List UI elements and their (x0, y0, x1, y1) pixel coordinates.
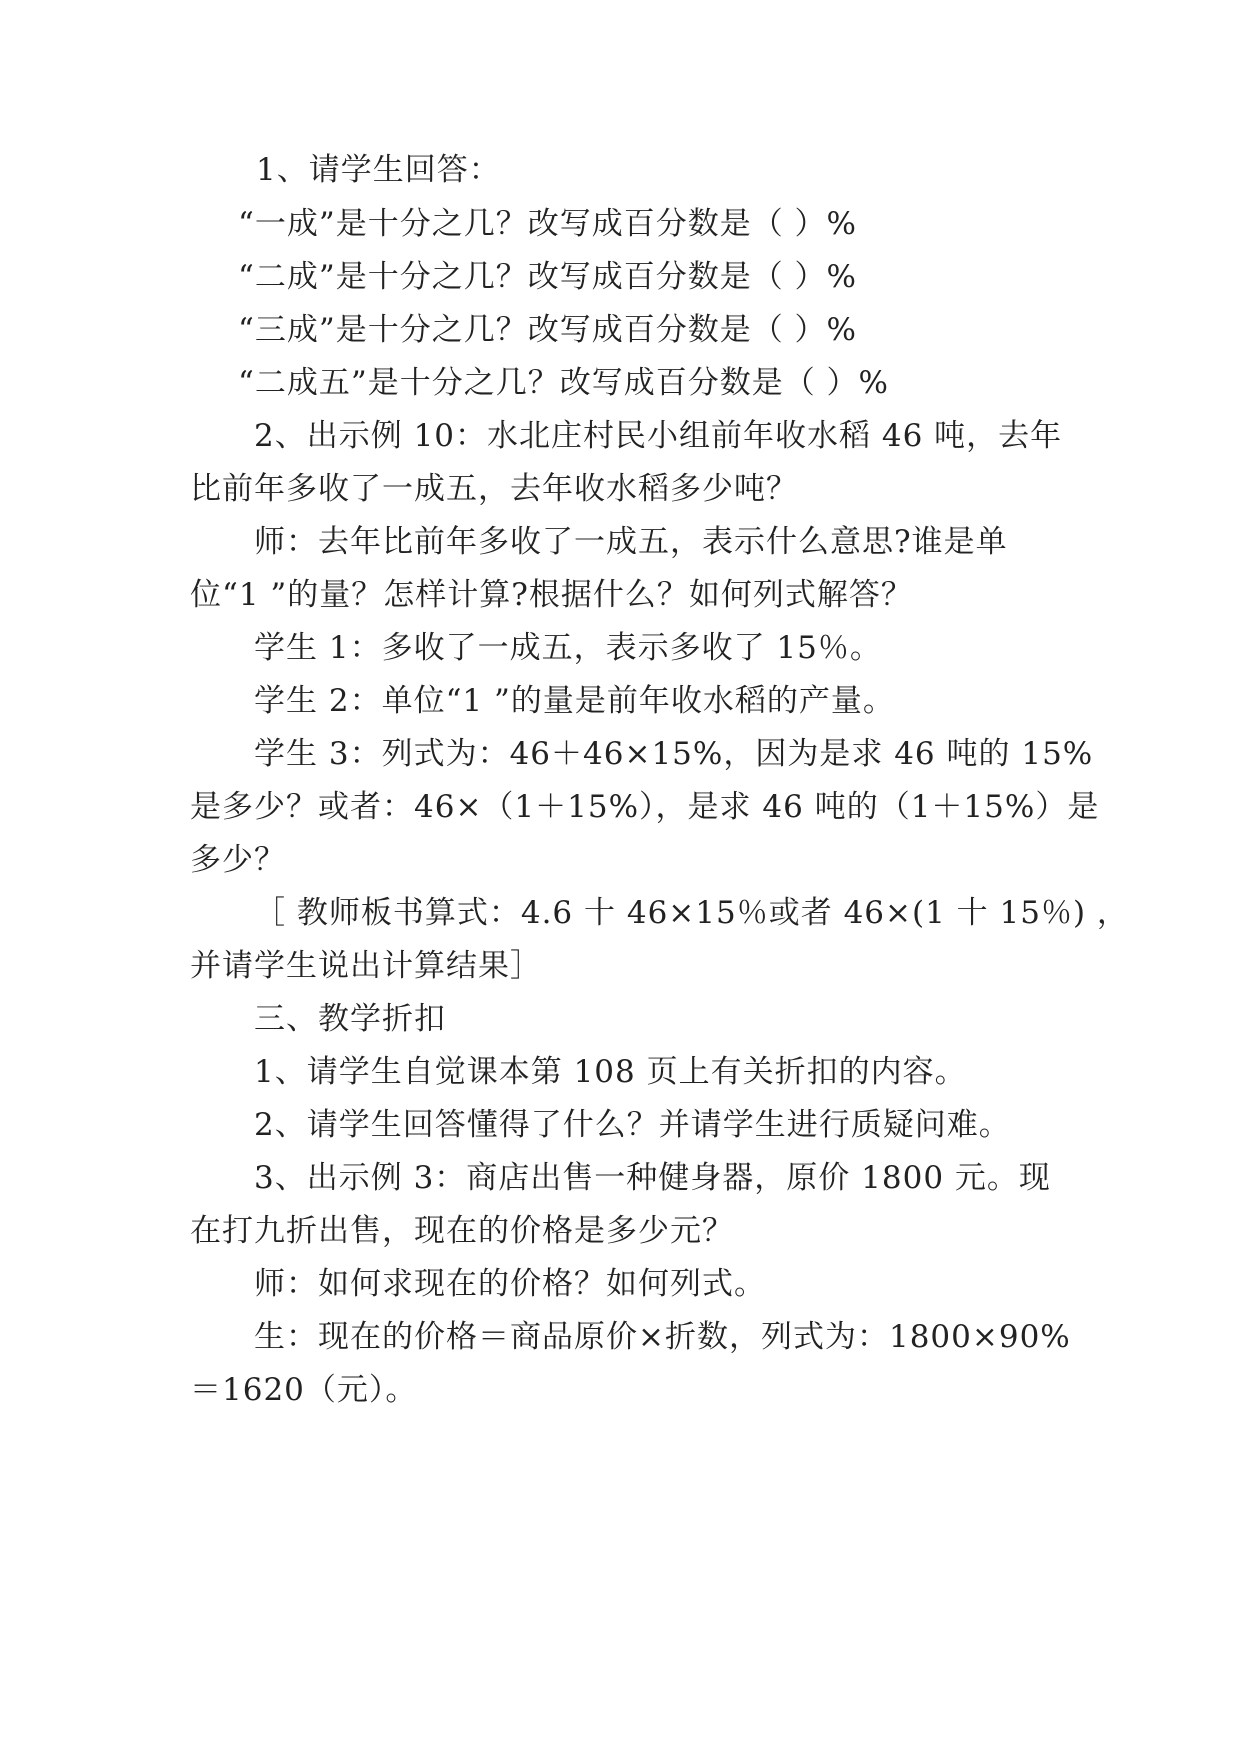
text-line: 学生 2：单位“1 ”的量是前年收水稻的产量。 (254, 683, 895, 719)
text-line: 是多少？或者：46×（1＋15%），是求 46 吨的（1＋15%）是 (190, 789, 1100, 825)
section-heading: 三、教学折扣 (254, 1001, 446, 1037)
text-line: 在打九折出售，现在的价格是多少元？ (190, 1213, 734, 1249)
text-line: “二成”是十分之几？改写成百分数是（ ）% (238, 259, 858, 295)
text-line: 2、出示例 10：水北庄村民小组前年收水稻 46 吨，去年 (254, 418, 1063, 454)
text-line: 并请学生说出计算结果］ (190, 948, 542, 984)
text-line: 3、出示例 3：商店出售一种健身器，原价 1800 元。现 (254, 1160, 1051, 1196)
text-line: 多少？ (190, 842, 286, 878)
text-line: “二成五”是十分之几？改写成百分数是（ ）% (238, 365, 890, 401)
text-line: “一成”是十分之几？改写成百分数是（ ）% (238, 206, 858, 242)
text-line: 学生 1：多收了一成五，表示多收了 15％。 (254, 630, 882, 666)
text-line: 师：如何求现在的价格？如何列式。 (254, 1266, 766, 1302)
text-line: 师：去年比前年多收了一成五，表示什么意思?谁是单 (254, 524, 1008, 560)
text-line: 生：现在的价格＝商品原价×折数，列式为：1800×90% (254, 1319, 1071, 1355)
text-line: ＝1620（元）。 (190, 1372, 418, 1408)
text-line: “三成”是十分之几？改写成百分数是（ ）% (238, 312, 858, 348)
text-line: 1、请学生回答： (256, 152, 501, 188)
text-line: 2、请学生回答懂得了什么？并请学生进行质疑问难。 (254, 1107, 1011, 1143)
text-line: 1、请学生自觉课本第 108 页上有关折扣的内容。 (254, 1054, 967, 1090)
text-line: 学生 3：列式为：46＋46×15%，因为是求 46 吨的 15% (254, 736, 1094, 772)
text-line: 比前年多收了一成五，去年收水稻多少吨？ (190, 471, 798, 507)
text-line: ［ 教师板书算式：4.6 十 46×15％或者 46×(1 十 15％) ， (254, 895, 1129, 931)
text-line: 位“1 ”的量？怎样计算?根据什么？如何列式解答？ (190, 577, 913, 613)
